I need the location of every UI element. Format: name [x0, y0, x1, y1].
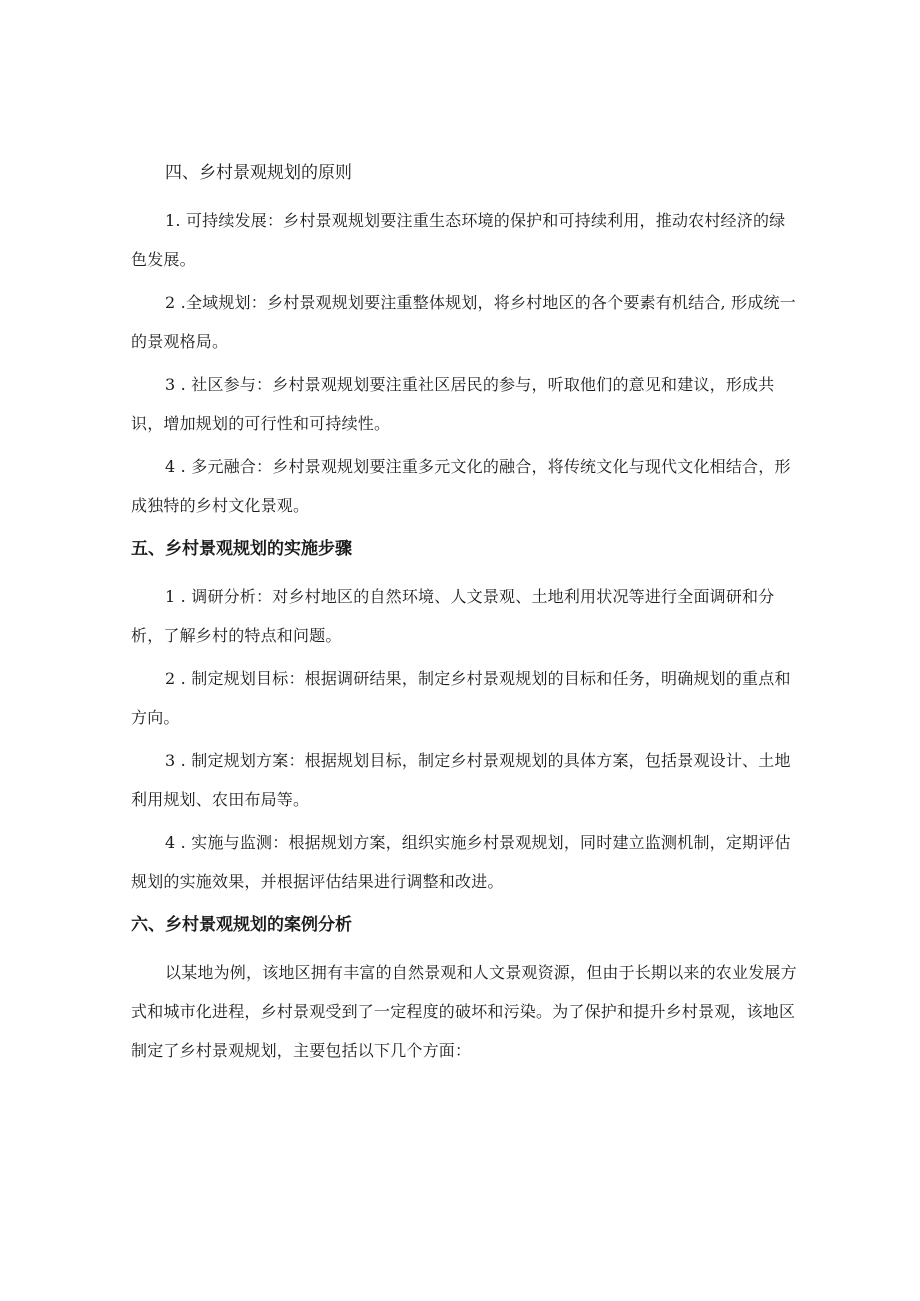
- document-body: [131, 158, 799, 1074]
- section-5-item-2: 2 . 制定规划目标：根据调研结果，制定乡村景观规划的目标和任务，明确规划的重点和方向。: [131, 669, 791, 727]
- section-4-item-2: 2 .全域规划：乡村景观规划要注重整体规划，将乡村地区的各个要素有机结合, 形成统一的景观格局。: [131, 293, 796, 351]
- section-4-heading: 四、乡村景观规划的原则: [165, 163, 352, 183]
- section-5-item-3: 3 . 制定规划方案：根据规划目标，制定乡村景观规划的具体方案，包括景观设计、土地利用规划、农田布局等。: [131, 751, 791, 809]
- section-4-item-4: 4 . 多元融合：乡村景观规划要注重多元文化的融合，将传统文化与现代文化相结合，形成独特的乡村文化景观。: [131, 457, 791, 515]
- section-5-heading: 五、乡村景观规划的实施步骤: [131, 539, 352, 559]
- section-6-paragraph: 以某地为例，该地区拥有丰富的自然景观和人文景观资源，但由于长期以来的农业发展方式和城市化进程，乡村景观受到了一定程度的破坏和污染。为了保护和提升乡村景观，该地区制定了乡村景观规划，主要包括以下几个方面：: [131, 963, 797, 1060]
- section-4-item-3: 3 . 社区参与：乡村景观规划要注重社区居民的参与，听取他们的意见和建议，形成共识，增加规划的可行性和可持续性。: [131, 375, 775, 433]
- section-4-item-1: 1. 可持续发展：乡村景观规划要注重生态环境的保护和可持续利用，推动农村经济的绿色发展。: [131, 211, 786, 269]
- section-6-heading: 六、乡村景观规划的案例分析: [131, 915, 352, 935]
- section-5-item-1: 1 . 调研分析：对乡村地区的自然环境、人文景观、土地利用状况等进行全面调研和分析，了解乡村的特点和问题。: [131, 587, 775, 645]
- section-5-item-4: 4 . 实施与监测：根据规划方案，组织实施乡村景观规划，同时建立监测机制，定期评估规划的实施效果，并根据评估结果进行调整和改进。: [131, 833, 791, 891]
